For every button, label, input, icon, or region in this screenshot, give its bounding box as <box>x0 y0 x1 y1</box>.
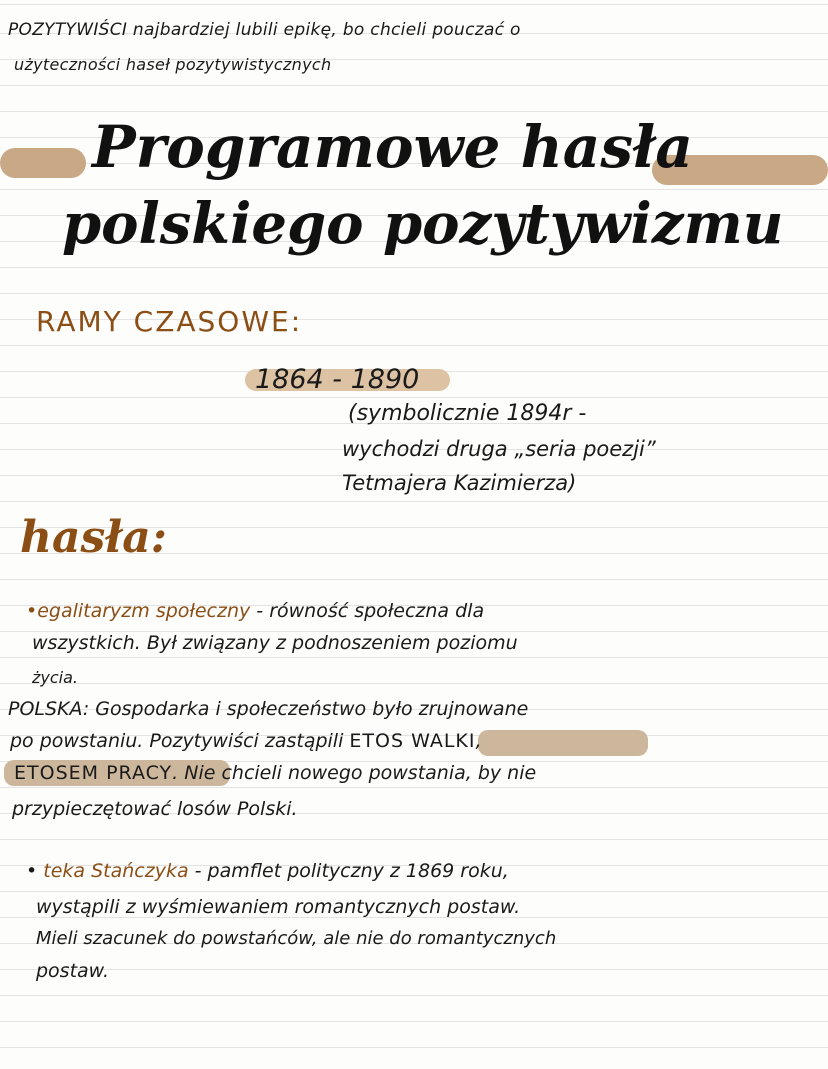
polska-line-3-text: . Nie chcieli nowego powstania, by nie <box>172 762 537 784</box>
teka-line-3: Mieli szacunek do powstańców, ale nie do romantycznych <box>36 928 557 949</box>
polska-line-4: przypieczętować losów Polski. <box>12 798 298 820</box>
polska-line-2-text: po powstaniu. Pozytywiści zastąpili <box>10 730 344 752</box>
teka-term: teka Stańczyka <box>43 860 189 882</box>
ramy-dates: 1864 - 1890 <box>255 364 420 395</box>
egal-line-1 <box>26 600 484 622</box>
egal-term: •egalitaryzm społeczny <box>26 600 251 622</box>
egal-definition: - równość społeczna dla <box>250 600 485 622</box>
egal-line-2: wszystkich. Był związany z podnoszeniem poziomu <box>32 632 518 654</box>
hasla-heading: hasła: <box>20 512 167 563</box>
ramy-note-1: (symbolicznie 1894r - <box>348 401 587 426</box>
etos-pracy: ETOSEM PRACY <box>14 762 173 784</box>
intro-line-2: użyteczności haseł pozytywistycznych <box>14 55 332 74</box>
teka-definition: - pamflet polityczny z 1869 roku, <box>188 860 509 882</box>
polska-line-3 <box>14 762 536 784</box>
teka-bullet: • <box>26 860 38 882</box>
etos-walki: ETOS WALKI <box>349 730 476 752</box>
etos-walki-highlight <box>478 730 648 756</box>
intro-line-1: POZYTYWIŚCI najbardziej lubili epikę, bo chcieli pouczać o <box>8 20 521 40</box>
title-highlight-left <box>0 148 86 178</box>
page-title-line-1: Programowe hasła <box>92 113 693 181</box>
teka-line-2: wystąpili z wyśmiewaniem romantycznych postaw. <box>36 896 521 918</box>
ramy-heading: RAMY CZASOWE: <box>36 305 303 338</box>
polska-line-2-comma: , <box>475 730 482 752</box>
page-title-line-2: polskiego pozytywizmu <box>62 191 784 257</box>
teka-line-1 <box>26 860 509 882</box>
teka-line-4: postaw. <box>36 960 110 982</box>
ramy-note-2: wychodzi druga „seria poezji” <box>342 437 656 461</box>
ramy-note-3: Tetmajera Kazimierza) <box>342 471 577 495</box>
polska-line-2 <box>10 730 482 752</box>
egal-line-3: życia. <box>32 668 78 687</box>
polska-line-1: POLSKA: Gospodarka i społeczeństwo było zrujnowane <box>8 698 529 720</box>
